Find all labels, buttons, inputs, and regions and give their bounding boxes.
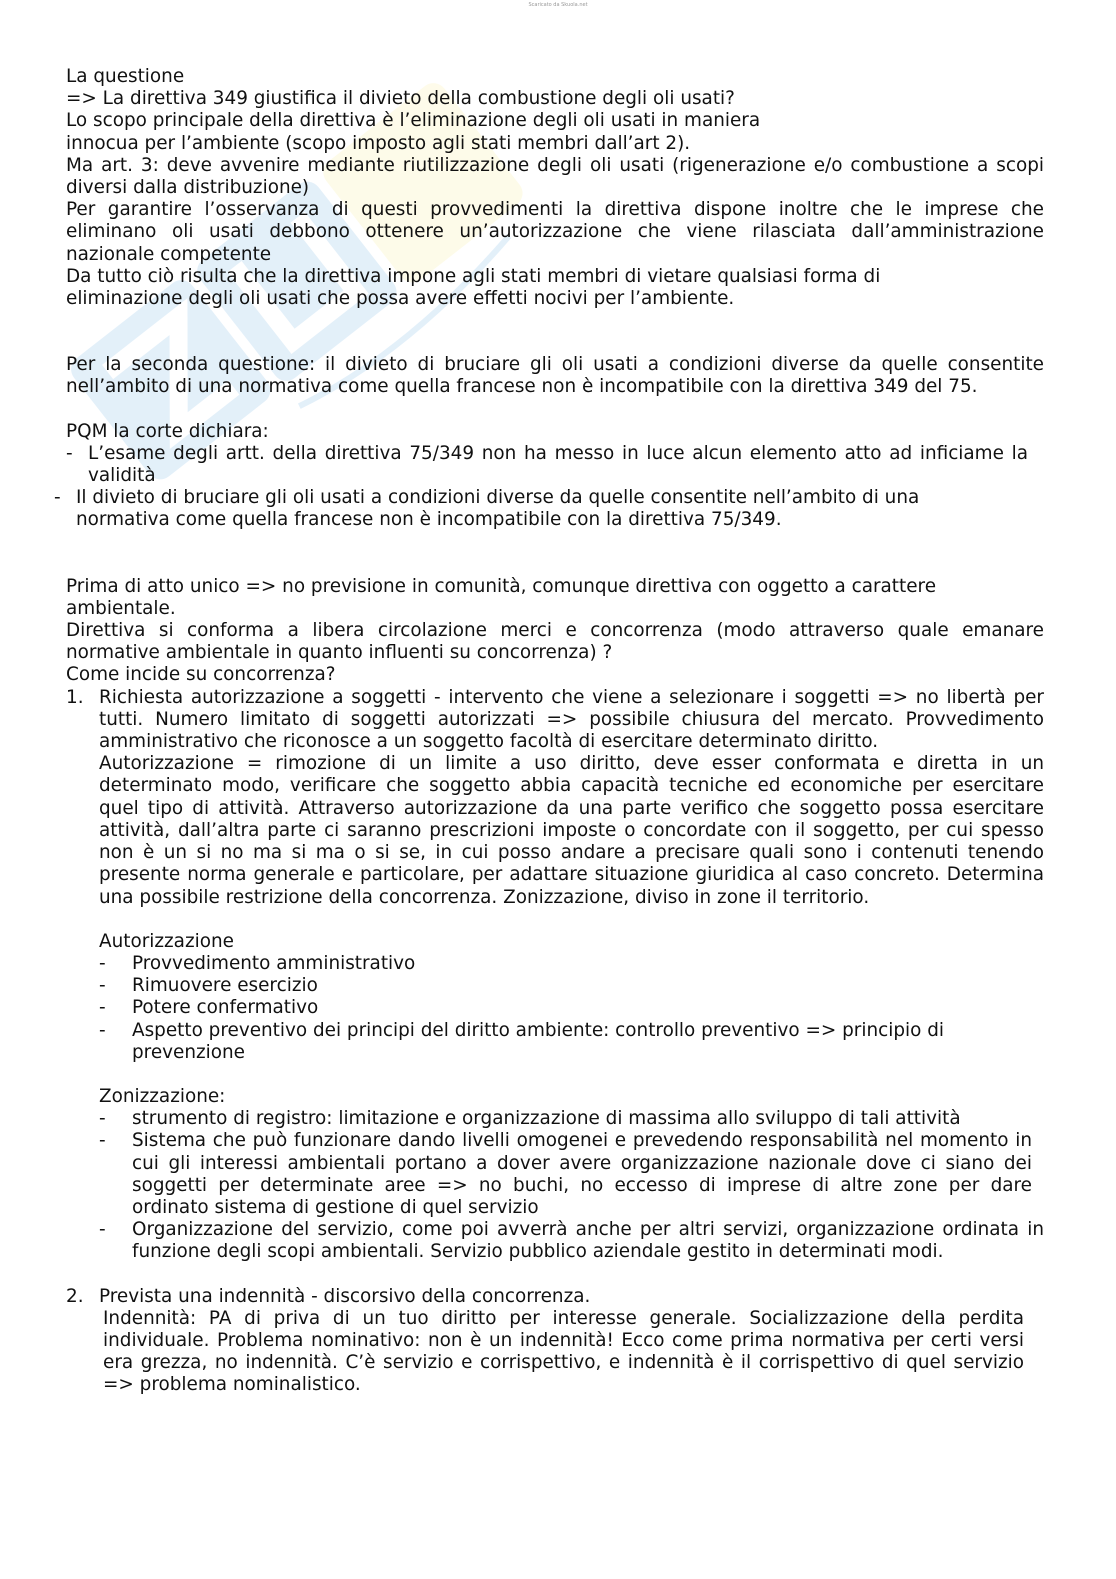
zonizzazione-title: Zonizzazione: xyxy=(99,1085,226,1107)
autorizzazione-item: - Aspetto preventivo dei principi del diritto ambiente: controllo preventivo => principio di prevenzione xyxy=(99,1019,944,1063)
atto-unico-paragraph: Prima di atto unico => no previsione in comunità, comunque direttiva con oggetto a carattere ambientale. xyxy=(66,575,937,619)
numbered-item-2 xyxy=(66,1286,1044,1397)
zonizzazione-item: - Sistema che può funzionare dando livelli omogenei e prevedendo responsabilità nel momento in cui gli interessi ambientali portano a dover avere organizzazione nazionale dove ci siano dei soggetti per determinate aree => no buchi, no eccesso di imprese di altre zone per dare ordinato sistema di gestione di quel servizio xyxy=(99,1130,1032,1218)
incide-question: Come incide su concorrenza? xyxy=(66,664,336,686)
autorizzazione-item: - Potere confermativo xyxy=(99,997,319,1019)
conclusion-paragraph: Da tutto ciò risulta che la direttiva impone agli stati membri di vietare qualsiasi forma di eliminazione degli oli usati che possa avere effetti nocivi per l’ambiente. xyxy=(66,265,881,310)
indennita-intro: Prevista una indennità - discorsivo della concorrenza. xyxy=(99,1285,591,1307)
guarantee-paragraph: Per garantire l’osservanza di questi provvedimenti la direttiva dispone inoltre che le imprese che eliminano oli usati debbono ottenere un’autorizzazione che viene rilasciata dall’amministrazione nazionale competente xyxy=(66,199,1044,265)
autorizzazione-definition: Autorizzazione = rimozione di un limite a uso diritto, deve esser conformata e diretta in un determinato modo, verificare che soggetto abbia capacità tecniche ed economiche per esercitare quel tipo di attività. Attraverso autorizzazione da una parte verifico che soggetto possa esercitare attività, dall’altra parte ci saranno prescrizioni imposte o concordate con il soggetto, per cui spesso non è un si no ma si ma o si se, in cui posso andare a precisare quali sono i contenuti tenendo presente norma generale e particolare, per adattare situazione giuridica al caso concreto. Determina una possibile restrizione della concorrenza. Zonizzazione, diviso in zone il territorio. xyxy=(99,753,1044,908)
pqm-intro: PQM la corte dichiara: xyxy=(66,420,269,442)
autorizzazione-item: - Provvedimento amministrativo xyxy=(99,952,416,974)
question-line: => La direttiva 349 giustifica il divieto della combustione degli oli usati? xyxy=(66,88,735,110)
number-marker: 1. xyxy=(66,686,84,708)
zonizzazione-item: - strumento di registro: limitazione e organizzazione di massima allo sviluppo di tali attività xyxy=(99,1108,961,1130)
second-question-paragraph: Per la seconda questione: il divieto di bruciare gli oli usati a condizioni diverse da quelle consentite nell’ambito di una normativa come quella francese non è incompatibile con la direttiva 349 del 75. xyxy=(66,354,1044,398)
autorizzazione-title: Autorizzazione xyxy=(99,930,234,952)
autorizzazione-item: - Rimuovere esercizio xyxy=(99,975,318,997)
numbered-item-1 xyxy=(66,687,1044,1264)
pqm-item-1: - L’esame degli artt. della direttiva 75/349 non ha messo in luce alcun elemento atto ad inficiame la validità xyxy=(66,442,1028,487)
number-marker: 2. xyxy=(66,1285,84,1307)
direttiva-paragraph: Direttiva si conforma a libera circolazione merci e concorrenza (modo attraverso quale emanare normative ambientale in quanto influenti su concorrenza) ? xyxy=(66,620,1044,664)
header-note: Scaricato da Skuola.net xyxy=(528,2,588,8)
pqm-item-2: - Il divieto di bruciare gli oli usati a condizioni diverse da quelle consentite nell’ambito di una normativa come quella francese non è incompatibile con la direttiva 75/349. xyxy=(54,487,920,531)
dash-marker: - xyxy=(66,442,73,464)
zonizzazione-item: - Organizzazione del servizio, come poi avverrà anche per altri servizi, organizzazione ordinata in funzione degli scopi ambientali. Servizio pubblico aziendale gestito in determinati modi. xyxy=(99,1219,1044,1263)
indennita-paragraph: Indennità: PA di priva di un tuo diritto per interesse generale. Socializzazione della perdita individuale. Problema nominativo: non è un indennità! Ecco come prima normativa per certi versi era grezza, no indennità. C’è servizio e corrispettivo, e indennità è il corrispettivo di quel servizio => problema nominalistico. xyxy=(103,1307,1024,1396)
scope-paragraph: Lo scopo principale della direttiva è l’eliminazione degli oli usati in maniera innocua per l’ambiente (scopo imposto agli stati membri dall’art 2). xyxy=(66,110,761,154)
section-title: La questione xyxy=(66,66,185,87)
dash-marker: - xyxy=(54,487,61,509)
art3-paragraph: Ma art. 3: deve avvenire mediante riutilizzazione degli oli usati (rigenerazione e/o combustione a scopi diversi dalla distribuzione) xyxy=(66,154,1044,199)
autorizzazione-intro: Richiesta autorizzazione a soggetti - intervento che viene a selezionare i soggetti => no libertà per tutti. Numero limitato di soggetti autorizzati => possibile chiusura del mercato. Provvedimento amministrativo che riconosce a un soggetto facoltà di esercitare determinato diritto. xyxy=(99,686,1044,753)
document-body xyxy=(54,66,1044,1397)
